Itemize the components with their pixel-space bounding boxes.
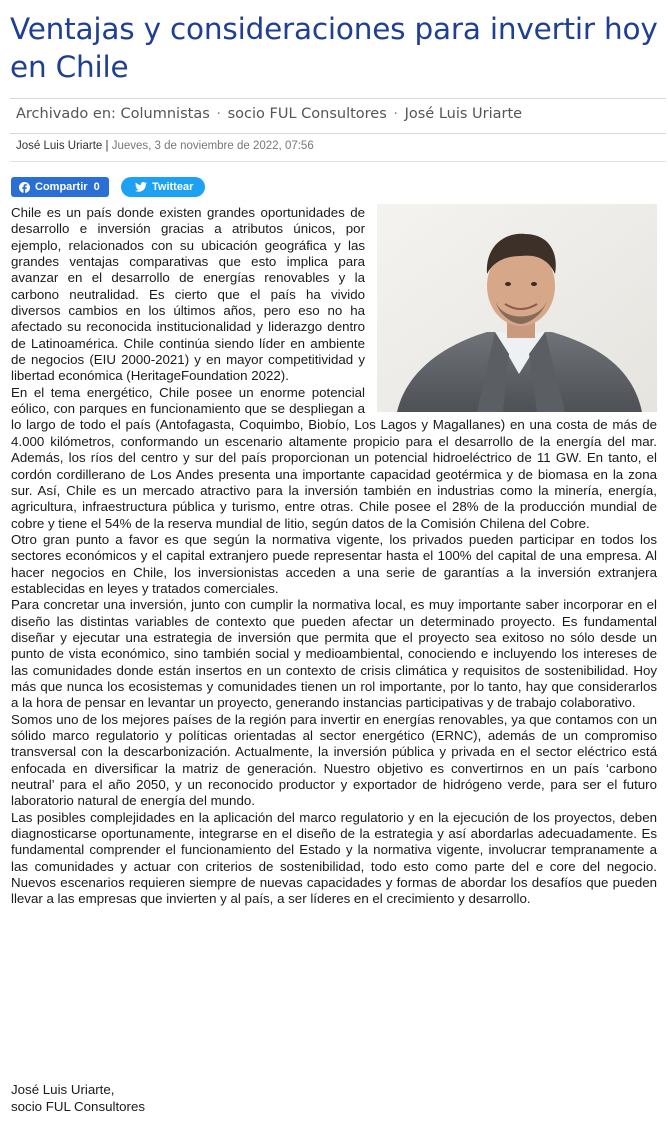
category-separator: ·: [393, 106, 398, 122]
category-link-ful[interactable]: socio FUL Consultores: [227, 106, 387, 122]
byline: [16, 138, 662, 160]
paragraph: Somos uno de los mejores países de la región para invertir en energías renovables, ya que contamos con un sólido marco regulatorio y políticas orientadas al sector energético (ERNC), además de un compromiso transversal con la descarbonización. Actualmente, la inversión pública y privada en el sector eléctrico está enfocada en diversificar la matriz de generación. Nuestro objetivo es convertirnos en un país ‘carbono neutral’ para el año 2050, y un reconocido productor y exportador de hidrógeno verde, para ser el futuro laboratorio natural de energía del mundo.: [11, 711, 657, 809]
article-body: [11, 205, 657, 908]
facebook-icon: [19, 182, 30, 193]
signature-name: José Luis Uriarte,: [11, 1082, 115, 1097]
category-link-columnistas[interactable]: Columnistas: [120, 106, 210, 122]
byline-separator: |: [105, 140, 112, 152]
author-name[interactable]: José Luis Uriarte: [16, 140, 103, 152]
twitter-icon: [135, 182, 147, 192]
category-separator: ·: [216, 106, 221, 122]
paragraph: Las posibles complejidades en la aplicación del marco regulatorio y en la ejecución de los proyectos, deben diagnosticarse oportunamente, integrarse en el diseño de la estrategia y así abordarlas adecuadamente. Es fundamental comprender el funcionamiento del Estado y la normativa vigente, involucrar tempranamente a las comunidades y actuar con criterios de sostenibilidad, todo esto como parte del e core del negocio. Nuevos escenarios requieren siempre de nuevas capacidades y formas de abordar los desafíos que pueden llevar a las empresas que invierten y al país, a ser líderes en el crecimiento y desarrollo.: [11, 809, 657, 907]
archive-label: Archivado en:: [16, 106, 116, 122]
twitter-share-button[interactable]: [121, 177, 205, 197]
signature-role: socio FUL Consultores: [11, 1098, 146, 1114]
divider: [10, 161, 666, 162]
archive-categories: [10, 98, 666, 134]
paragraph: Para concretar una inversión, junto con cumplir la normativa local, es muy importante saber incorporar en el diseño las distintas variables de contexto que pueden afectar un determinado proyecto. Es fundamental diseñar y ejecutar una estrategia de inversión que permita que el proyecto sea exitoso no sólo desde un punto de vista económico, sino también social y medioambiental, conociendo e incluyendo los intereses de las comunidades donde están insertos en un contexto de crisis climática y requisitos de sostenibilidad. Hoy más que nunca los ecosistemas y comunidades tienen un rol importante, por lo tanto, hay que considerarlos a la hora de pensar en levantar un proyecto, generando instancias participativas y de trabajo colaborativo.: [11, 597, 657, 711]
publish-date: Jueves, 3 de noviembre de 2022, 07:56: [111, 140, 314, 152]
facebook-share-label: Compartir: [35, 181, 88, 193]
paragraph: Otro gran punto a favor es que según la normativa vigente, los privados pueden participar en todos los sectores económicos y el capital extranjero puede representar hasta el 100% del capital de una empresa. Al hacer negocios en Chile, los inversionistas acceden a una serie de garantías a la inversión extranjera establecidas en leyes y tratados comerciales.: [11, 531, 657, 596]
twitter-share-label: Twittear: [152, 181, 194, 193]
paragraph: En el tema energético, Chile posee un enorme potencial eólico, con parques en funcionamiento que se despliegan a lo largo de todo el país (Antofagasta, Coquimbo, Biobío, Los Lagos y Magallanes) en una costa de más de 4.000 kilómetros, conformando un escenario altamente propicio para el desarrollo de la energía del mar. Además, los ríos del centro y sur del país proporcionan un potencial hidroeléctrico de 11 GW. En tanto, el cordón cordillerano de Los Andes presenta una importante capacidad geotérmica y de biomasa en la zona sur. Así, Chile es un mercado atractivo para la inversión también en industrias como la minería, energía, agricultura, infraestructura pública y turismo, entre otras. Chile posee el 28% de la producción mundial de cobre y tiene el 54% de la reserva mundial de litio, según datos de la Comisión Chilena del Cobre.: [11, 384, 657, 531]
signature: [11, 1082, 145, 1115]
share-count: 0: [93, 181, 100, 193]
category-link-author[interactable]: José Luis Uriarte: [404, 106, 523, 122]
paragraph: Chile es un país donde existen grandes oportunidades de desarrollo e inversión gracias a atributos únicos, por ejemplo, relacionados con su ubicación geográfica y las grandes ventajas comparativas que esto implica para avanzar en el desarrollo de energías renovables y la carbono neutralidad. Es cierto que el país ha vivido diversos cambios en los últimos años, pero eso no ha afectado su reconocida institucionalidad y liderazgo dentro de Latinoamérica. Chile continúa siendo líder en ambiente de negocios (EIU 2000-2021) y en mayor competitividad y libertad económica (HeritageFoundation 2022).: [11, 205, 365, 384]
article-title: Ventajas y consideraciones para invertir hoy en Chile: [10, 12, 658, 84]
facebook-share-button[interactable]: [11, 177, 109, 197]
photo-spacer: [377, 205, 657, 414]
